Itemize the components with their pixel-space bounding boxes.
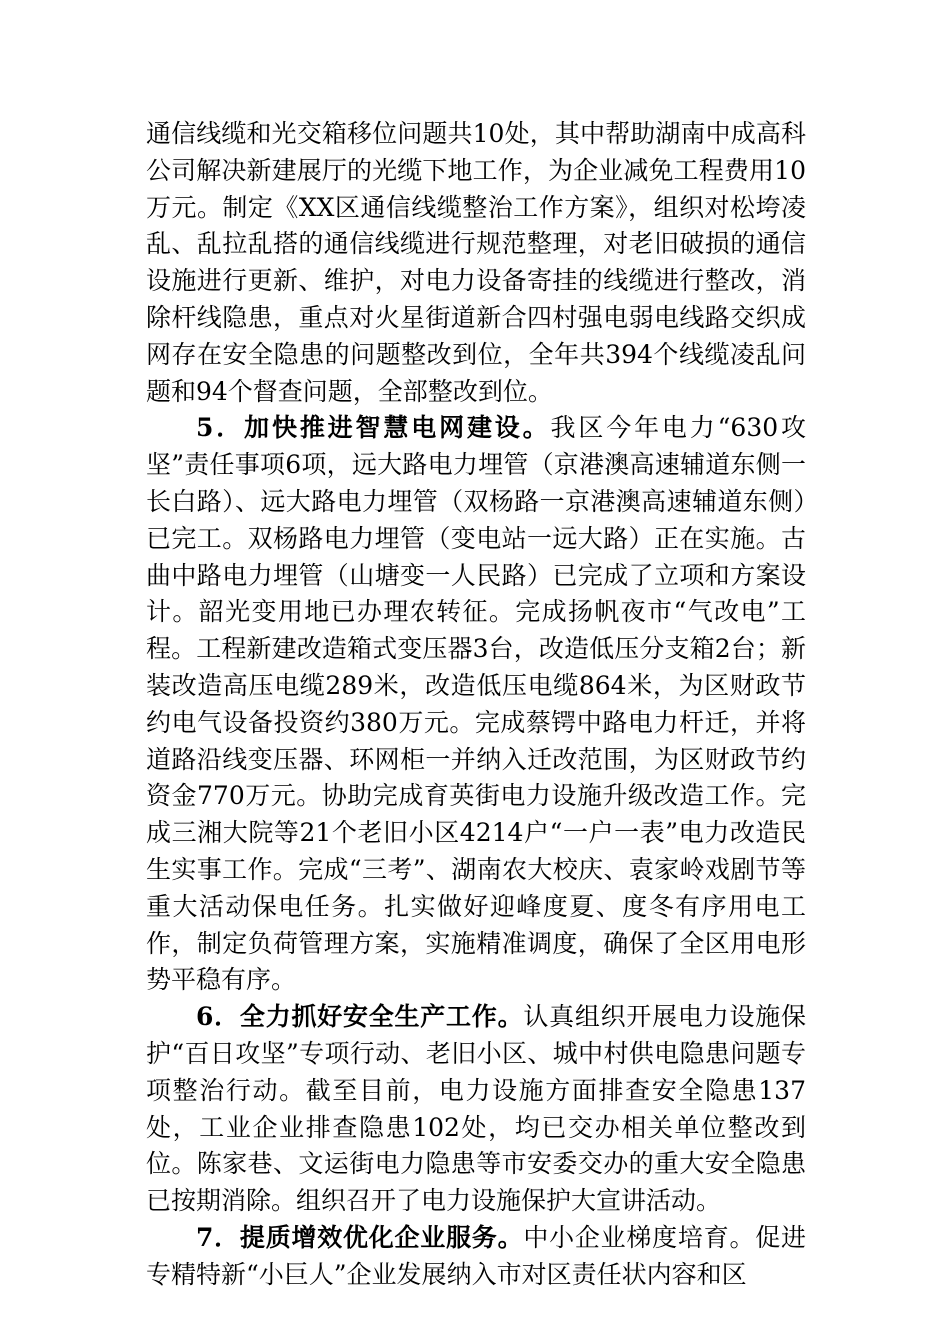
section-heading-smart-grid: 5．加快推进智慧电网建设。 [196, 413, 551, 443]
section-heading-safety-production: 6．全力抓好安全生产工作。 [196, 1002, 524, 1032]
document-page [146, 116, 806, 1294]
paragraph-cable-rectification [146, 116, 806, 410]
paragraph-safety-production [146, 999, 806, 1220]
paragraph-text: 通信线缆和光交箱移位问题共10处，其中帮助湖南中成高科公司解决新建展厅的光缆下地工作，为企业减免工程费用10万元。制定《XX区通信线缆整治工作方案》，组织对松垮凌乱、乱拉乱搭的通信线缆进行规范整理，对老旧破损的通信设施进行更新、维护，对电力设备寄挂的线缆进行整改，消除杆线隐患，重点对火星街道新合四村强电弱电线路交织成网存在安全隐患的问题整改到位，全年共394个线缆凌乱问题和94个督查问题，全部整改到位。 [146, 119, 806, 406]
paragraph-text: 我区今年电力“630攻坚”责任事项6项，远大路电力埋管（京港澳高速辅道东侧一长白路）、远大路电力埋管（双杨路一京港澳高速辅道东侧）已完工。双杨路电力埋管（变电站一远大路）正在实施。古曲中路电力埋管（山塘变一人民路）已完成了立项和方案设计。韶光变用地已办理农转征。完成扬帆夜市“气改电”工程。工程新建改造箱式变压器3台，改造低压分支箱2台；新装改造高压电缆289米，改造低压电缆864米，为区财政节约电气设备投资约380万元。完成蔡锷中路电力杆迁，并将道路沿线变压器、环网柜一并纳入迁改范围，为区财政节约资金770万元。协助完成育英街电力设施升级改造工作。完成三湘大院等21个老旧小区4214户“一户一表”电力改造民生实事工作。完成“三考”、湖南农大校庆、袁家岭戏剧节等重大活动保电任务。扎实做好迎峰度夏、度冬有序用电工作，制定负荷管理方案，实施精准调度，确保了全区用电形势平稳有序。 [146, 413, 806, 995]
paragraph-text: 认真组织开展电力设施保护“百日攻坚”专项行动、老旧小区、城中村供电隐患问题专项整治行动。截至目前，电力设施方面排查安全隐患137处，工业企业排查隐患102处，均已交办相关单位整改到位。陈家巷、文运街电力隐患等市安委交办的重大安全隐患已按期消除。组织召开了电力设施保护大宣讲活动。 [146, 1002, 806, 1216]
paragraph-smart-grid [146, 410, 806, 999]
section-heading-enterprise-service: 7．提质增效优化企业服务。 [196, 1222, 524, 1252]
paragraph-enterprise-service [146, 1220, 806, 1294]
paragraph-text: 中小企业梯度培育。促进专精特新“小巨人”企业发展纳入市对区责任状内容和区 [146, 1222, 806, 1289]
